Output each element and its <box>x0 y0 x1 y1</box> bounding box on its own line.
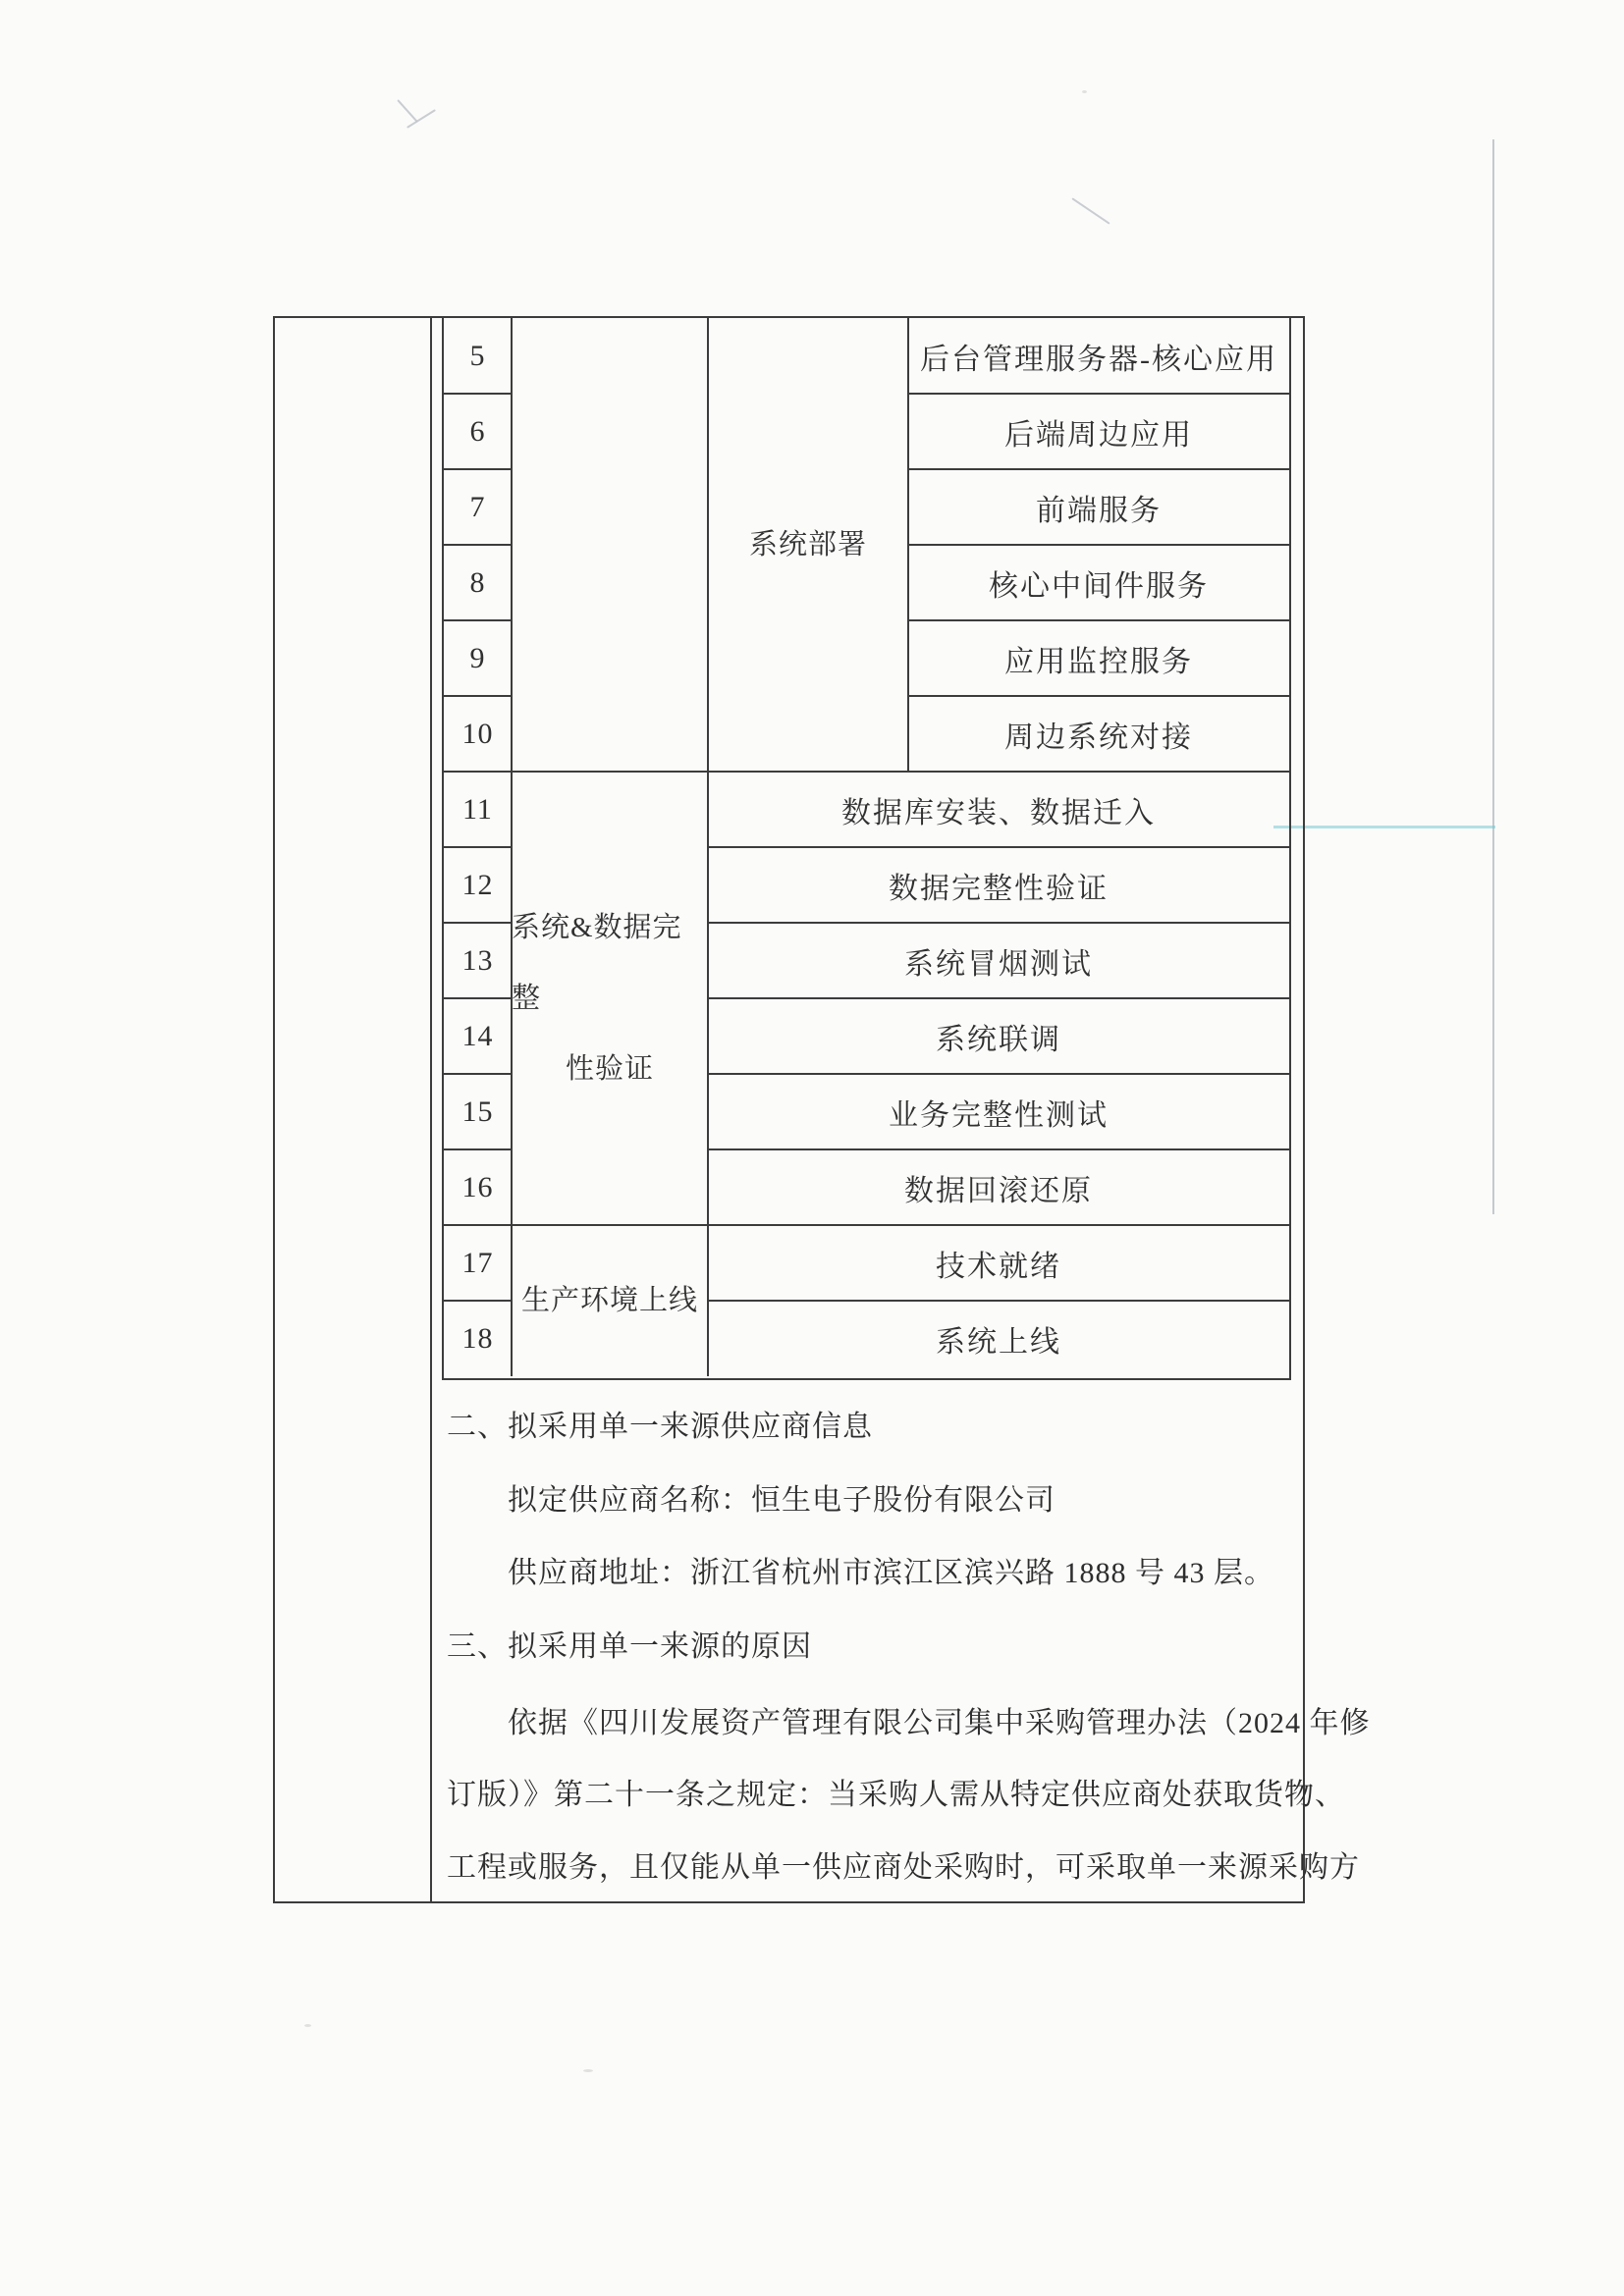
row-number: 10 <box>461 717 494 750</box>
task-cell: 应用监控服务 <box>1004 645 1193 678</box>
row-number: 7 <box>469 490 486 523</box>
row-number: 11 <box>462 792 493 826</box>
reason-text-line-2: 订版）》第二十一条之规定：当采购人需从特定供应商处获取货物、 <box>447 1779 1345 1811</box>
task-cell: 后台管理服务器-核心应用 <box>920 343 1277 376</box>
task-cell: 后端周边应用 <box>1004 418 1193 452</box>
procurement-form-table <box>273 316 1305 1903</box>
category-production-launch: 生产环境上线 <box>520 1285 698 1316</box>
row-number: 18 <box>461 1321 494 1355</box>
task-cell: 系统上线 <box>936 1325 1061 1359</box>
section-heading-reason: 三、拟采用单一来源的原因 <box>447 1630 812 1663</box>
task-cell: 系统冒烟测试 <box>904 947 1093 981</box>
row-number: 15 <box>461 1095 494 1128</box>
scan-scratch-mark <box>1071 197 1110 224</box>
row-number: 14 <box>461 1019 494 1052</box>
row-number: 12 <box>461 868 494 901</box>
scan-vertical-line-artifact <box>1492 139 1494 1214</box>
task-cell: 数据完整性验证 <box>889 872 1109 905</box>
row-number: 17 <box>461 1246 494 1279</box>
task-cell: 周边系统对接 <box>1004 721 1193 754</box>
row-number: 6 <box>469 414 486 448</box>
scan-cyan-line-artifact <box>1273 826 1495 828</box>
scan-scratch-mark <box>406 109 436 129</box>
scan-speck <box>304 2024 311 2027</box>
scan-scratch-mark <box>397 99 418 123</box>
category-line: 性验证 <box>565 1053 654 1085</box>
row-number: 5 <box>469 339 486 372</box>
section-heading-supplier-info: 二、拟采用单一来源供应商信息 <box>447 1411 873 1443</box>
supplier-name-line: 拟定供应商名称：恒生电子股份有限公司 <box>508 1484 1056 1517</box>
task-cell: 业务完整性测试 <box>889 1098 1109 1132</box>
row-number: 8 <box>469 565 486 599</box>
category-data-verify <box>512 772 708 1225</box>
row-number: 16 <box>461 1170 494 1203</box>
reason-text-line-3: 工程或服务，且仅能从单一供应商处采购时，可采取单一来源采购方 <box>447 1851 1360 1884</box>
category-system-deploy: 系统部署 <box>748 529 867 561</box>
implementation-schedule-table <box>442 318 1291 1380</box>
task-cell: 前端服务 <box>1036 494 1162 527</box>
task-cell: 技术就绪 <box>936 1250 1061 1283</box>
row-number: 13 <box>461 943 494 977</box>
row-number: 9 <box>469 641 486 674</box>
task-cell: 数据库安装、数据迁入 <box>841 796 1156 829</box>
left-column-divider <box>430 318 432 1901</box>
reason-text-line-1: 依据《四川发展资产管理有限公司集中采购管理办法（2024 年修 <box>508 1707 1371 1739</box>
scan-speck <box>1082 90 1087 93</box>
task-cell: 系统联调 <box>936 1023 1061 1056</box>
supplier-address-line: 供应商地址：浙江省杭州市滨江区滨兴路 1888 号 43 层。 <box>508 1557 1274 1589</box>
category-line: 系统&数据完整 <box>512 912 682 1014</box>
scan-speck <box>583 2069 593 2072</box>
task-cell: 数据回滚还原 <box>904 1174 1093 1207</box>
task-cell: 核心中间件服务 <box>989 569 1209 603</box>
